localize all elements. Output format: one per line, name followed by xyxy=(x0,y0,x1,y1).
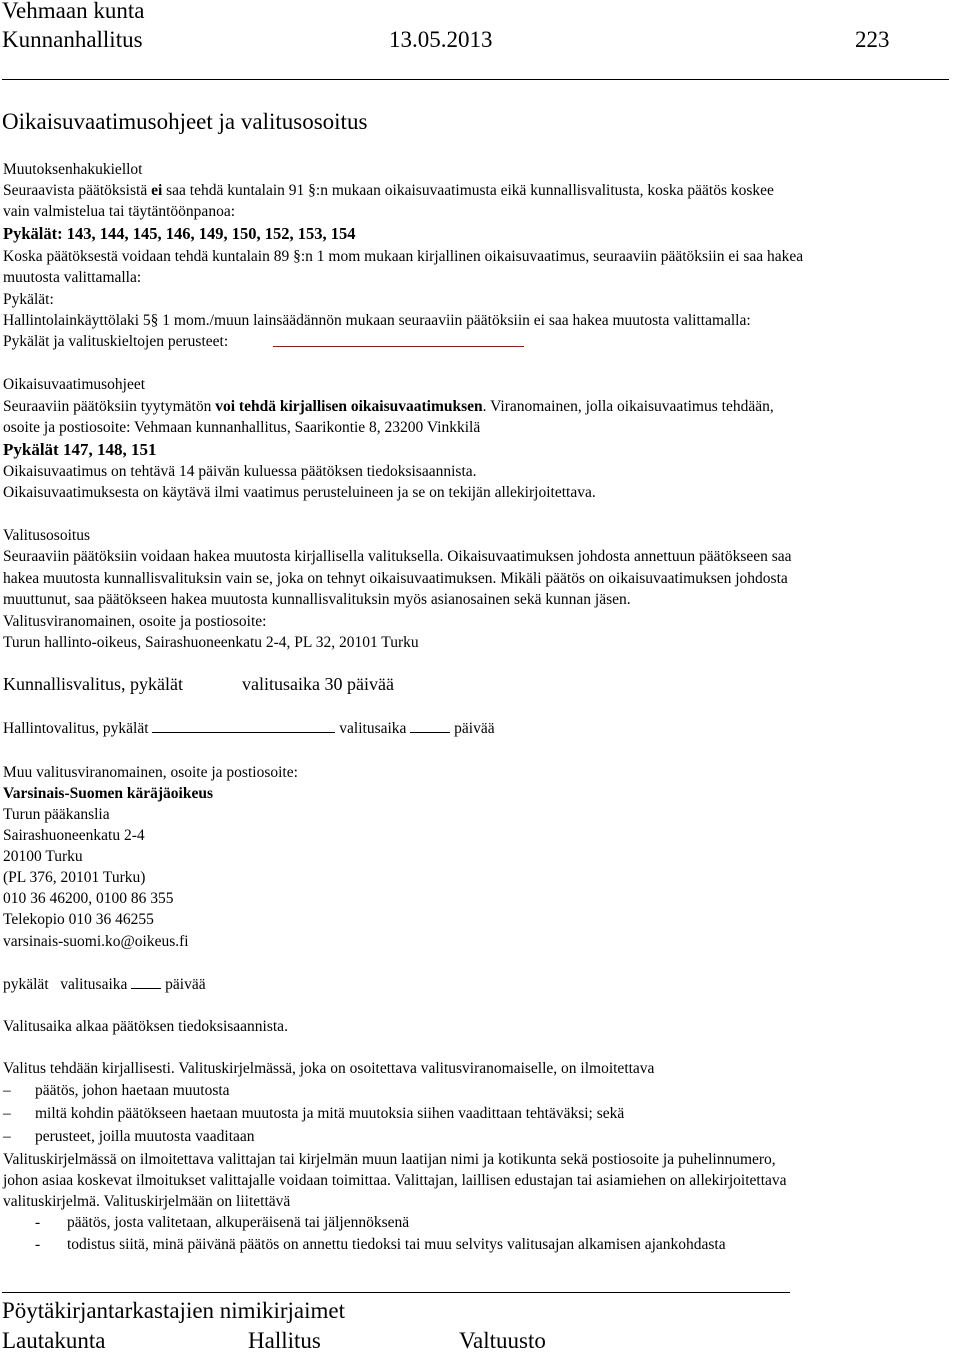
court-appeal-line: pykälät valitusaika päivää xyxy=(3,976,206,993)
footer-rule xyxy=(2,1292,790,1293)
info-text-2: johon asiaa koskevat ilmoitukset valittajalle voidaan toimittaa. Valittajan, laillisen edustajan tai asiamiehen on allekirjoitettava xyxy=(3,1172,787,1189)
appeal-text-1: Seuraaviin päätöksiin voidaan hakea muutosta kirjallisella valituksella. Oikaisuvaatimuksen johdosta annettuun päätökseen saa xyxy=(3,548,792,565)
appeal-ban-text-2: vain valmistelua tai täytäntöönpanoa: xyxy=(3,203,236,220)
court-line: (PL 376, 20101 Turku) xyxy=(3,869,146,886)
signatures-label: Pöytäkirjantarkastajien nimikirjaimet xyxy=(2,1298,345,1323)
header-rule xyxy=(2,79,949,80)
banned-sections: Pykälät: 143, 144, 145, 146, 149, 150, 152, 153, 154 xyxy=(3,224,356,243)
appeal-text-3: muuttunut, saa päätökseen hakea muutosta kunnallisvalituksin myös asianosainen sekä kunnan jäsen. xyxy=(3,591,631,608)
court-name: Varsinais-Suomen käräjäoikeus xyxy=(3,785,214,802)
rectification-heading: Oikaisuvaatimusohjeet xyxy=(3,376,146,393)
rectification-deadline: Oikaisuvaatimus on tehtävä 14 päivän kuluessa päätöksen tiedoksisaannista. xyxy=(3,463,477,480)
info-text-1: Valituskirjelmässä on ilmoitettava valittajan tai kirjelmän muun laatijan nimi ja kotikunta sekä postiosoite ja puhelinnumero, xyxy=(3,1151,776,1168)
body-name: Kunnanhallitus xyxy=(2,27,143,52)
attachment-item: päätös, josta valitetaan, alkuperäisenä tai jäljennöksenä xyxy=(67,1214,410,1231)
sections-label: Pykälät: xyxy=(3,291,54,308)
attachment-item: todistus siitä, minä päivänä päätös on annettu tiedoksi tai muu selvitys valitusajan alkamisen ajankohdasta xyxy=(67,1236,726,1253)
appeal-authority-label: Valitusviranomainen, osoite ja postiosoite: xyxy=(3,613,267,630)
admin-appeal-line: Hallintovalitus, pykälät valitusaika päivää xyxy=(3,720,495,737)
other-authority-label: Muu valitusviranomainen, osoite ja postiosoite: xyxy=(3,764,298,781)
appeal-text-2: hakea muutosta kunnallisvalituksin vain se, joka on tehnyt oikaisuvaatimuksen. Mikäli päätös on oikaisuvaatimuksen johdosta xyxy=(3,570,788,587)
court-line: 20100 Turku xyxy=(3,848,83,865)
appeal-ban-text: Seuraavista päätöksistä ei saa tehdä kuntalain 91 §:n mukaan oikaisuvaatimusta eikä kunnallisvalitusta, koska päätös koskee xyxy=(3,182,774,199)
footer-col-council: Valtuusto xyxy=(459,1328,546,1353)
municipal-appeal-label: Kunnallisvalitus, pykälät xyxy=(3,674,183,694)
page-title: Oikaisuvaatimusohjeet ja valitusosoitus xyxy=(2,109,368,134)
court-line: Sairashuoneenkatu 2-4 xyxy=(3,827,145,844)
bullet-dash: – xyxy=(3,1082,11,1099)
admin-act-note: Hallintolainkäyttölaki 5§ 1 mom./muun lainsäädännön mukaan seuraaviin päätöksiin ei saa hakea muutosta valittamalla: xyxy=(3,312,751,329)
court-line: Turun pääkanslia xyxy=(3,806,110,823)
info-text-3: valituskirjelmä. Valituskirjelmään on liitettävä xyxy=(3,1193,291,1210)
written-appeal-note: Valitus tehdään kirjallisesti. Valituskirjelmässä, joka on osoitettava valitusviranomaiselle, on ilmoitettava xyxy=(3,1060,655,1077)
rectification-address: osoite ja postiosoite: Vehmaan kunnanhallitus, Saarikontie 8, 23200 Vinkkilä xyxy=(3,419,481,436)
period-start-note: Valitusaika alkaa päätöksen tiedoksisaannista. xyxy=(3,1018,288,1035)
court-days-blank xyxy=(131,974,161,989)
ban-grounds-label: Pykälät ja valituskieltojen perusteet: xyxy=(3,333,229,350)
admin-sections-blank xyxy=(152,718,335,733)
court-email: varsinais-suomi.ko@oikeus.fi xyxy=(3,933,189,950)
rectification-note-2: muutosta valittamalla: xyxy=(3,269,142,286)
meeting-date: 13.05.2013 xyxy=(389,27,493,52)
bullet-item: päätös, johon haetaan muutosta xyxy=(35,1082,230,1099)
rectification-text: Seuraaviin päätöksiin tyytymätön voi tehdä kirjallisen oikaisuvaatimuksen. Viranomainen, jolla oikaisuvaatimus tehdään, xyxy=(3,398,774,415)
footer-col-government: Hallitus xyxy=(248,1328,321,1353)
bullet-item: perusteet, joilla muutosta vaaditaan xyxy=(35,1128,255,1145)
appeal-authority-address: Turun hallinto-oikeus, Sairashuoneenkatu 2-4, PL 32, 20101 Turku xyxy=(3,634,419,651)
attachment-dash: - xyxy=(35,1214,41,1231)
appeal-heading: Valitusosoitus xyxy=(3,527,90,544)
rectification-note: Koska päätöksestä voidaan tehdä kuntalain 89 §:n 1 mom mukaan kirjallinen oikaisuvaatimus, seuraaviin päätöksiin ei saa hakea xyxy=(3,248,804,265)
bullet-dash: – xyxy=(3,1105,11,1122)
bullet-dash: – xyxy=(3,1128,11,1145)
appeal-ban-heading: Muutoksenhakukiellot xyxy=(3,161,143,178)
municipality-name: Vehmaan kunta xyxy=(2,0,145,23)
footer-col-board: Lautakunta xyxy=(2,1328,106,1353)
ban-grounds-blank xyxy=(273,346,524,347)
admin-days-blank xyxy=(410,718,450,733)
municipal-appeal-period: valitusaika 30 päivää xyxy=(242,674,394,694)
rectification-sections: Pykälät 147, 148, 151 xyxy=(3,440,157,459)
court-fax: Telekopio 010 36 46255 xyxy=(3,911,154,928)
attachment-dash: - xyxy=(35,1236,41,1253)
court-phone: 010 36 46200, 0100 86 355 xyxy=(3,890,174,907)
rectification-requirements: Oikaisuvaatimuksesta on käytävä ilmi vaatimus perusteluineen ja se on tekijän allekirjoitettava. xyxy=(3,484,596,501)
page-number: 223 xyxy=(855,27,890,52)
bullet-item: miltä kohdin päätökseen haetaan muutosta ja mitä muutoksia siihen vaadittaan tehtäväksi; sekä xyxy=(35,1105,625,1122)
